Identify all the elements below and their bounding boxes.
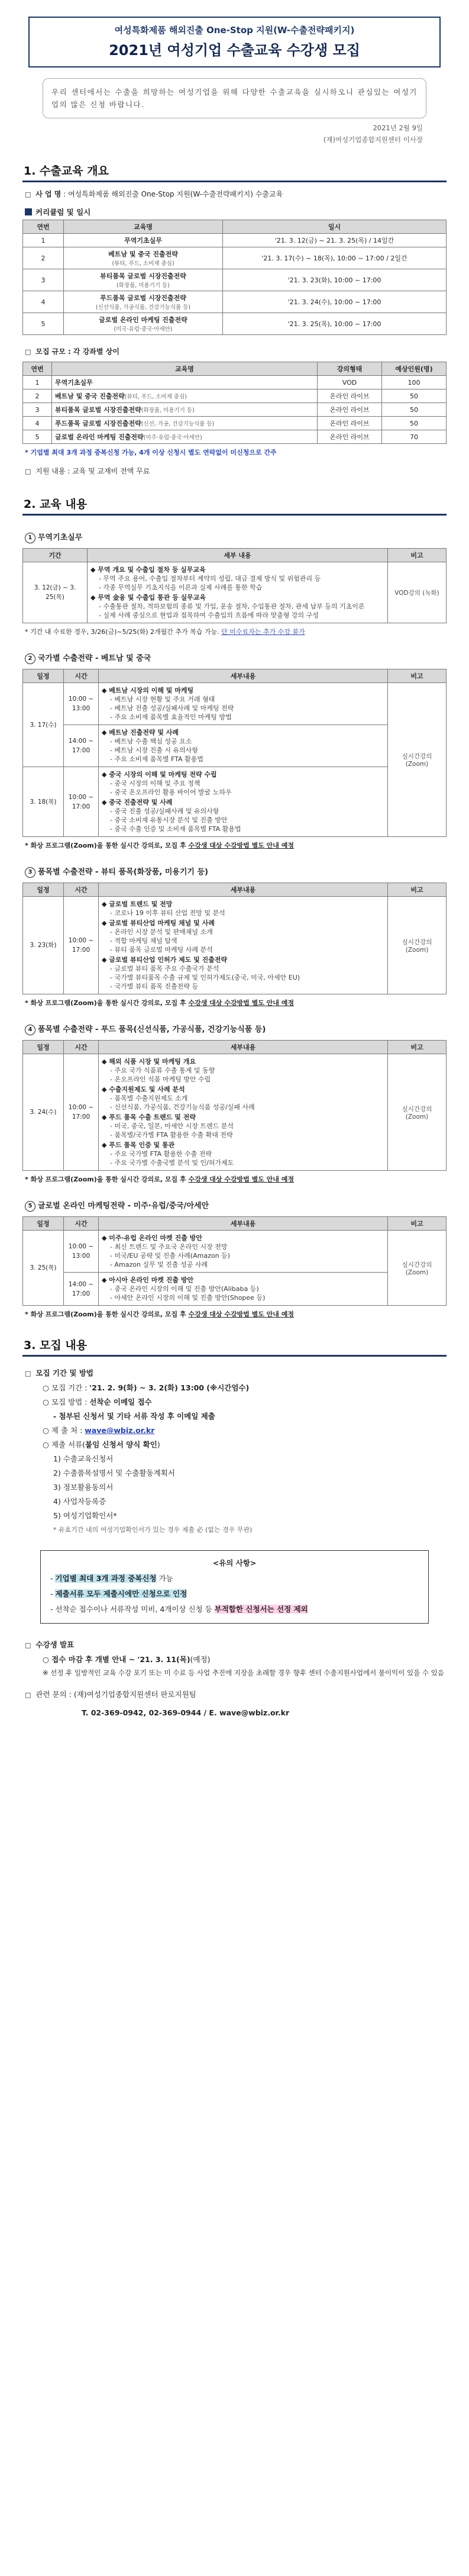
content-block: [90, 593, 384, 620]
row-no: 4: [23, 417, 52, 430]
course-sub: (화장품, 미용기기 등): [117, 282, 170, 289]
content-block-title: ◆ 글로벌 뷰티산업 인허가 제도 및 진출전략: [102, 956, 228, 964]
table-row: [23, 269, 447, 291]
course-sub: (신선식품, 가공식품, 건강기능식품 등): [95, 304, 191, 311]
content-block-line: - 주요 소비재 품목별 효율적인 마케팅 방법: [110, 713, 232, 721]
col-header: 세부내용: [99, 1041, 388, 1054]
t5-note: * 화상 프로그램(Zoom)을 통한 실시간 강의로, 모집 후 수강생 대상 수강방법 별도 안내 예정: [25, 1310, 295, 1318]
t4-time: 10:00 ~ 17:00: [64, 1054, 99, 1171]
col-header: 일시: [223, 220, 447, 234]
docs-note: * 유효기간 내의 여성기업확인서가 있는 경우 제출 必 (없는 경우 무관): [53, 1526, 253, 1534]
square-bullet-icon: □: [25, 191, 31, 198]
course-name: 글로벌 온라인 마케팅 진출전략: [55, 433, 144, 441]
caution-highlight: 제출서류 모두 제출시에만 신청으로 인정: [55, 1589, 187, 1598]
col-header: 강의형태: [318, 362, 382, 376]
content-block-title: ◆ 해외 식품 시장 및 마케팅 개요: [102, 1058, 196, 1065]
row-date: '21. 3. 12(금) ~ 21. 3. 25(목) / 14일간: [223, 234, 447, 247]
project-value: 여성특화제품 해외진출 One-Stop 지원(W-수출전략패키지) 수출교육: [68, 190, 283, 198]
circle-number-icon: 2: [25, 653, 35, 664]
page-subtitle: 여성특화제품 해외진출 One-Stop 지원(W-수출전략패키지): [114, 25, 355, 36]
t3-heading: 3 품목별 수출전략 - 뷰티 품목(화장품, 미용기기 등): [25, 865, 447, 878]
t4-table: [22, 1040, 447, 1171]
content-block-title: ◆ 글로벌 트렌드 및 전망: [102, 900, 173, 908]
col-header: 비고: [388, 669, 447, 683]
row-no: 2: [23, 389, 52, 403]
content-block-line: - 아세안 온라인 시장의 이해 및 진출 방안(Shopee 등): [110, 1294, 266, 1302]
content-block-line: - 중국 온오프라인 활용 바이어 발굴 노하우: [110, 788, 232, 796]
content-block-line: - 베트남 시장 진출 시 유의사항: [110, 746, 198, 754]
t5-heading: 5 글로벌 온라인 마케팅전략 - 미주·유럽/중국/아세안: [25, 1199, 447, 1212]
section-1-title: 1. 수출교육 개요: [22, 162, 447, 182]
caution-post: 가능: [156, 1574, 173, 1583]
content-block: [90, 565, 384, 592]
square-bullet-icon: □: [25, 468, 31, 475]
content-block: [102, 686, 384, 722]
content-block-title: ◆ 베트남 시장의 이해 및 마케팅: [102, 687, 194, 694]
content-block-line: - 각종 무역실무 기초지식을 이론과 실제 사례를 통한 학습: [99, 584, 263, 591]
row-date: 3. 17(수): [23, 683, 64, 767]
table-row: [23, 1231, 447, 1273]
course-name: 푸드품목 글로벌 시장진출전략: [55, 420, 141, 427]
scale-heading: □ 모집 규모 : 각 강좌별 상이: [25, 347, 119, 356]
t1-table: [22, 548, 447, 623]
table-row: [23, 247, 447, 269]
row-name: [64, 234, 223, 247]
content-block: [102, 1113, 384, 1139]
course-sub: (신선, 가공, 건강기능식품 등): [141, 421, 215, 427]
row-name: [64, 291, 223, 313]
t4-date: 3. 24(수): [23, 1054, 64, 1171]
col-header: 일정: [23, 883, 64, 897]
announce-line-1: ○ 접수 마감 후 개별 안내 ~ '21. 3. 11(목)(예정): [43, 1655, 211, 1664]
content-block: [102, 798, 384, 833]
circle-number-icon: 1: [25, 533, 35, 543]
col-header: 세부내용: [99, 883, 388, 897]
content-block: [102, 1234, 384, 1269]
caution-item: [50, 1586, 419, 1602]
course-name: 뷰티품목 글로벌 시장진출전략: [100, 272, 186, 280]
docs-line: ○ 제출 서류(붙임 신청서 양식 확인): [43, 1440, 160, 1449]
row-name: [52, 403, 318, 417]
content-block-line: - 미국/EU 공략 및 진출 사례(Amazon 등): [110, 1252, 230, 1260]
table-row: [23, 725, 447, 767]
table-row: [23, 389, 447, 403]
notice-date: 2021년 2월 9일: [373, 124, 423, 132]
t2-table: [22, 669, 447, 837]
contact-line: □ 관련 문의 : (재)여성기업종합지원센터 판로지원팀: [25, 1690, 196, 1699]
course-sub: (뷰티, 푸드, 소비재 중심): [124, 394, 187, 400]
content-block-title: ◆ 중국 시장의 이해 및 마케팅 전략 수립: [102, 771, 217, 778]
content-block: [102, 1141, 384, 1167]
scale-table: [22, 362, 447, 444]
col-header: 시간: [64, 1041, 99, 1054]
row-no: 5: [23, 430, 52, 444]
content-block-line: - 베트남 수출 핵심 성공 요소: [110, 738, 192, 745]
list-item: 2) 수출품목설명서 및 수출활동계획서: [53, 1469, 175, 1477]
table-row: [23, 376, 447, 389]
row-no: 3: [23, 269, 64, 291]
row-type: 온라인 라이브: [318, 430, 382, 444]
section-2-title: 2. 교육 내용: [22, 495, 447, 516]
project-line: □ 사 업 명 : 여성특화제품 해외진출 One-Stop 지원(W-수출전략패키지) 수출교육: [25, 190, 283, 198]
content-block-line: - 온오프라인 식품 마케팅 방안 수립: [110, 1076, 211, 1083]
content-block-title: ◆ 수출지원제도 및 사례 분석: [102, 1086, 185, 1093]
content-block: [102, 900, 384, 917]
email-line: ○ 제 출 처 : wave@wbiz.or.kr: [43, 1426, 155, 1435]
scale-note: * 기업별 최대 3개 과정 중복신청 가능, 4개 이상 신청시 별도 연락없이 미신청으로 간주: [25, 449, 277, 456]
course-sub: (뷰티, 푸드, 소비재 중심): [112, 260, 174, 267]
content-block: [102, 728, 384, 764]
announce-heading: □ 수강생 발표: [25, 1640, 75, 1649]
col-header: 시간: [64, 669, 99, 683]
list-item: 5) 여성기업확인서*: [53, 1511, 117, 1520]
row-type: 온라인 라이브: [318, 417, 382, 430]
col-header: 세부 내용: [88, 549, 388, 562]
t4-remark: 실시간강의 (Zoom): [388, 1054, 447, 1171]
list-item: 3) 정보활용동의서: [53, 1483, 114, 1492]
content-block-title: ◆ 미주·유럽 온라인 마켓 진출 방안: [102, 1234, 202, 1242]
caution-item: [50, 1602, 419, 1617]
content-block-line: - 중국 온라인 시장의 이해 및 진출 방안(Alibaba 등): [110, 1285, 259, 1293]
notice-org: (재)여성기업종합지원센터 이사장: [323, 136, 423, 144]
content-block-line: - 적합 마케팅 채널 탐색: [110, 937, 177, 945]
t1-content: [88, 562, 388, 623]
content-block: [102, 770, 384, 797]
row-name: [52, 389, 318, 403]
row-content: [99, 767, 388, 837]
t1-period: 3. 12(금) ~ 3. 25(목): [23, 562, 88, 623]
circle-number-icon: 4: [25, 1025, 35, 1035]
course-sub: (화장품, 미용기기 등): [141, 407, 195, 414]
circle-number-icon: 3: [25, 867, 35, 878]
content-block: [102, 919, 384, 954]
content-block-title: ◆ 푸드 품목 수출 트렌드 및 전략: [102, 1113, 196, 1121]
content-block-title: ◆ 중국 진출전략 및 사례: [102, 798, 173, 806]
caution-title: <유의 사항>: [212, 1559, 257, 1567]
col-header: 일정: [23, 669, 64, 683]
content-block-title: ◆ 글로벌 뷰티산업 마케팅 채널 및 사례: [102, 919, 215, 927]
content-block-line: - 무역 주요 용어, 수출입 절차부터 계약의 성립, 대금 결제 방식 및 위험관리 등: [99, 575, 321, 582]
intro-box: 우리 센터에서는 수출을 희망하는 여성기업을 위해 다양한 수출교육을 실시하오니 관심있는 여성기업의 많은 신청 바랍니다.: [43, 78, 426, 118]
row-type: 온라인 라이브: [318, 403, 382, 417]
course-name: 무역기초실무: [124, 237, 162, 244]
content-block-line: - 실제 사례 중심으로 현업과 접목하여 수출입의 흐름에 따라 맞춤형 강의 구성: [99, 611, 319, 619]
row-no: 3: [23, 403, 52, 417]
content-block-line: - 베트남 진출 성공/실패사례 및 마케팅 전략: [110, 704, 234, 712]
project-label: 사 업 명: [35, 190, 62, 198]
period-line: ○ 모집 기간 : '21. 2. 9(화) ~ 3. 2(화) 13:00 (※시간엄수): [43, 1383, 250, 1392]
row-name: [64, 269, 223, 291]
filled-square-icon: [25, 208, 32, 215]
content-block-title: ◆ 무역 金융 및 수출입 통관 등 실무교육: [90, 594, 206, 601]
col-header: 기간: [23, 549, 88, 562]
col-header: 일정: [23, 1217, 64, 1231]
row-no: 1: [23, 376, 52, 389]
circle-number-icon: 5: [25, 1201, 35, 1212]
content-block-line: - 주요 국가별 수출국별 분석 및 인/허가제도: [110, 1159, 234, 1167]
row-count: 100: [382, 376, 447, 389]
content-block-line: - 중국 소비재 유통시장 분석 및 진출 방안: [110, 816, 228, 824]
t3-date: 3. 23(화): [23, 897, 64, 994]
caution-item: [50, 1571, 419, 1586]
col-header: 세부내용: [99, 1217, 388, 1231]
row-date: 3. 25(목): [23, 1231, 64, 1306]
course-name: 뷰티품목 글로벌 시장진출전략: [55, 406, 141, 414]
table-row: [23, 1273, 447, 1306]
row-date: '21. 3. 25(목), 10:00 ~ 17:00: [223, 313, 447, 335]
content-block-line: - 국가별 뷰티품목 수출 규제 및 인허가제도(중국, 미국, 아세안 EU): [110, 974, 300, 981]
t2-heading: 2 국가별 수출전략 - 베트남 및 중국: [25, 652, 447, 664]
content-block-line: - Amazon 실무 및 진출 성공 사례: [110, 1261, 208, 1268]
support-line: □ 지원 내용 : 교육 및 교재비 전액 무료: [25, 467, 150, 475]
col-header: 세부내용: [99, 669, 388, 683]
t3-content: [99, 897, 388, 994]
row-name: [64, 247, 223, 269]
square-bullet-icon: □: [25, 348, 31, 356]
content-block-line: - 주요 국가 식품류 수출 통계 및 동향: [110, 1067, 215, 1074]
page-title: 2021년 여성기업 수출교육 수강생 모집: [109, 42, 360, 59]
t4-note: * 화상 프로그램(Zoom)을 통한 실시간 강의로, 모집 후 수강생 대상 수강방법 별도 안내 예정: [25, 1176, 295, 1183]
t4-content: [99, 1054, 388, 1171]
content-block-line: - 국가별 뷰티 품목 진출전략 등: [110, 983, 198, 990]
content-block-title: ◆ 베트남 진출전략 및 사례: [102, 729, 179, 736]
content-block-line: - 베트남 시장 현황 및 주요 거래 형태: [110, 695, 215, 703]
row-date: '21. 3. 24(수), 10:00 ~ 17:00: [223, 291, 447, 313]
table-row: [23, 683, 447, 725]
t1-heading: 1 무역기초실무: [25, 531, 447, 543]
caution-highlight: 부적합한 신청서는 선정 제외: [214, 1605, 308, 1614]
course-name: 푸드품목 글로벌 시장진출전략: [100, 294, 186, 302]
row-type: 온라인 라이브: [318, 389, 382, 403]
row-content: [99, 1273, 388, 1306]
col-header: 시간: [64, 1217, 99, 1231]
row-time: 10:00 ~ 13:00: [64, 683, 99, 725]
content-block-line: - 중국 진출 성공/실패사례 및 유의사항: [110, 807, 219, 815]
content-block-line: - 신선식품, 가공식품, 건강기능식품 성공/실패 사례: [110, 1103, 255, 1111]
section-3-title: 3. 모집 내용: [22, 1337, 447, 1357]
row-count: 50: [382, 403, 447, 417]
t3-remark: 실시간강의 (Zoom): [388, 897, 447, 994]
table-row: [23, 767, 447, 837]
list-item: 1) 수출교육신청서: [53, 1454, 114, 1463]
t3-time: 10:00 ~ 17:00: [64, 897, 99, 994]
content-block: [102, 1276, 384, 1302]
content-block-line: - 품목별/국가별 FTA 활용한 수출 확대 전략: [110, 1131, 233, 1139]
t2-note: * 화상 프로그램(Zoom)을 통한 실시간 강의로, 모집 후 수강생 대상 수강방법 별도 안내 예정: [25, 842, 295, 849]
col-header: 연번: [23, 362, 52, 376]
list-item: 4) 사업자등록증: [53, 1497, 106, 1506]
content-block-line: - 중국 시장의 이해 및 주요 정책: [110, 780, 200, 787]
content-block-line: - 뷰티 품목 글로벌 마케팅 사례 분석: [110, 946, 213, 954]
t1-remark: VOD강의 (녹화): [388, 562, 447, 623]
content-block-line: - 품목별 수출지원제도 소개: [110, 1094, 188, 1102]
table-row: [23, 291, 447, 313]
content-block-line: - 주요 소비재 품목별 FTA 활용법: [110, 755, 203, 763]
recruit-block: [25, 1366, 447, 1537]
content-block-line: - 최신 트렌드 및 주요국 온라인 시장 전망: [110, 1243, 228, 1251]
row-content: [99, 1231, 388, 1273]
content-block-line: - 온라인 시장 분석 및 판매채널 소개: [110, 928, 213, 936]
row-no: 1: [23, 234, 64, 247]
content-block: [102, 1085, 384, 1112]
content-block-line: - 주요 국가별 FTA 활용한 수출 전략: [110, 1150, 212, 1158]
col-header: 일정: [23, 1041, 64, 1054]
col-header: 연번: [23, 220, 64, 234]
t4-heading: 4 품목별 수출전략 - 푸드 품목(신선식품, 가공식품, 건강기능식품 등): [25, 1023, 447, 1035]
row-content: [99, 725, 388, 767]
row-remark: 실시간강의 (Zoom): [388, 683, 447, 837]
col-header: 교육명: [52, 362, 318, 376]
row-time: 14:00 ~ 17:00: [64, 725, 99, 767]
table-row: [23, 234, 447, 247]
announce-line-2: ※ 선정 후 일방적인 교육 수강 포기 또는 미 수료 등 사업 추진에 지장을 초래할 경우 향후 센터 수출지원사업에서 불이익이 있을 수 있음: [43, 1669, 444, 1677]
row-no: 2: [23, 247, 64, 269]
curriculum-heading: 커리큘럼 및 일시: [25, 207, 447, 217]
announce-block: [25, 1638, 447, 1679]
table-row: [23, 417, 447, 430]
content-block-title: ◆ 아시아 온라인 마켓 진출 방안: [102, 1276, 194, 1284]
row-no: 4: [23, 291, 64, 313]
course-sub: (미주·유럽·중국·아세안): [143, 434, 202, 441]
t1-note: * 기간 내 수료한 경우, 3/26(금)~5/25(화) 2개월간 추가 복습 가능. 단 미수료자는 추가 수강 불가: [25, 628, 305, 636]
row-name: [52, 430, 318, 444]
table-row: [23, 403, 447, 417]
row-type: VOD: [318, 376, 382, 389]
col-header: 비고: [388, 883, 447, 897]
exclamation-icon: ※: [210, 1383, 218, 1392]
caution-pre: -: [50, 1574, 56, 1583]
email-link[interactable]: wave@wbiz.or.kr: [85, 1426, 155, 1435]
row-time: 10:00 ~ 13:00: [64, 1231, 99, 1273]
col-header: 비고: [388, 1217, 447, 1231]
course-sub: (미국·유럽·중국·아세안): [114, 326, 173, 333]
row-name: [52, 376, 318, 389]
row-no: 5: [23, 313, 64, 335]
caution-box: [40, 1550, 429, 1624]
table-row: [23, 313, 447, 335]
method-note: - 첨부된 신청서 및 기타 서류 작성 후 이메일 제출: [53, 1412, 215, 1421]
table-row: [23, 430, 447, 444]
row-count: 70: [382, 430, 447, 444]
method-line: ○ 모집 방법 : 선착순 이메일 접수: [43, 1398, 152, 1406]
col-header: 비고: [388, 549, 447, 562]
course-name: 무역기초실무: [55, 379, 93, 387]
content-block-title: ◆ 푸드 품목 인증 및 통관: [102, 1141, 175, 1149]
t5-table: [22, 1216, 447, 1306]
row-time: 14:00 ~ 17:00: [64, 1273, 99, 1306]
content-block: [102, 1057, 384, 1084]
t3-table: [22, 883, 447, 994]
content-block-line: - 중국 수출 인증 및 소비재 품목별 FTA 활용법: [110, 825, 241, 833]
title-box: [28, 17, 441, 67]
col-header: 예상인원(명): [382, 362, 447, 376]
caution-pre: - 선착순 접수이나 서류작성 미비, 4개이상 신청 등: [50, 1605, 215, 1614]
caution-highlight: 기업별 최대 3개 과정 중복신청: [55, 1574, 157, 1583]
row-name: [52, 417, 318, 430]
col-header: 비고: [388, 1041, 447, 1054]
contact-phone-email: T. 02-369-0942, 02-369-0944 / E. wave@wbiz.or.kr: [82, 1708, 290, 1717]
course-name: 베트남 및 중국 진출전략: [55, 392, 125, 400]
content-block-title: ◆ 무역 개요 및 수출입 절차 등 실무교육: [90, 566, 206, 574]
content-block-line: - 코로나 19 이후 뷰티 산업 전망 및 분석: [110, 909, 225, 917]
row-count: 50: [382, 389, 447, 403]
row-time: 10:00 ~ 17:00: [64, 767, 99, 837]
t3-note: * 화상 프로그램(Zoom)을 통한 실시간 강의로, 모집 후 수강생 대상 수강방법 별도 안내 예정: [25, 999, 295, 1007]
content-block-line: - 글로벌 뷰티 품목 주요 수출국가 분석: [110, 965, 219, 973]
row-date: '21. 3. 17(수) ~ 18(목), 10:00 ~ 17:00 / 2일간: [223, 247, 447, 269]
curriculum-table: [22, 220, 447, 335]
row-date: '21. 3. 23(화), 10:00 ~ 17:00: [223, 269, 447, 291]
col-header: 시간: [64, 883, 99, 897]
caution-pre: -: [50, 1589, 56, 1598]
row-remark: 실시간강의 (Zoom): [388, 1231, 447, 1306]
course-name: 글로벌 온라인 마케팅 진출전략: [99, 316, 187, 324]
row-content: [99, 683, 388, 725]
row-date: 3. 18(목): [23, 767, 64, 837]
col-header: 교육명: [64, 220, 223, 234]
method-heading: □ 모집 기간 및 방법: [25, 1368, 93, 1377]
row-count: 50: [382, 417, 447, 430]
content-block: [102, 955, 384, 991]
row-name: [64, 313, 223, 335]
content-block-line: - 미국, 중국, 일본, 아세안 시장 트렌드 분석: [110, 1122, 234, 1130]
course-name: 베트남 및 중국 진출전략: [108, 250, 178, 258]
content-block-line: - 수출통관 절차, 적하보험의 종류 및 가입, 운송 절차, 수입통관 절차, 관세 납부 등의 기초이론: [99, 603, 365, 610]
